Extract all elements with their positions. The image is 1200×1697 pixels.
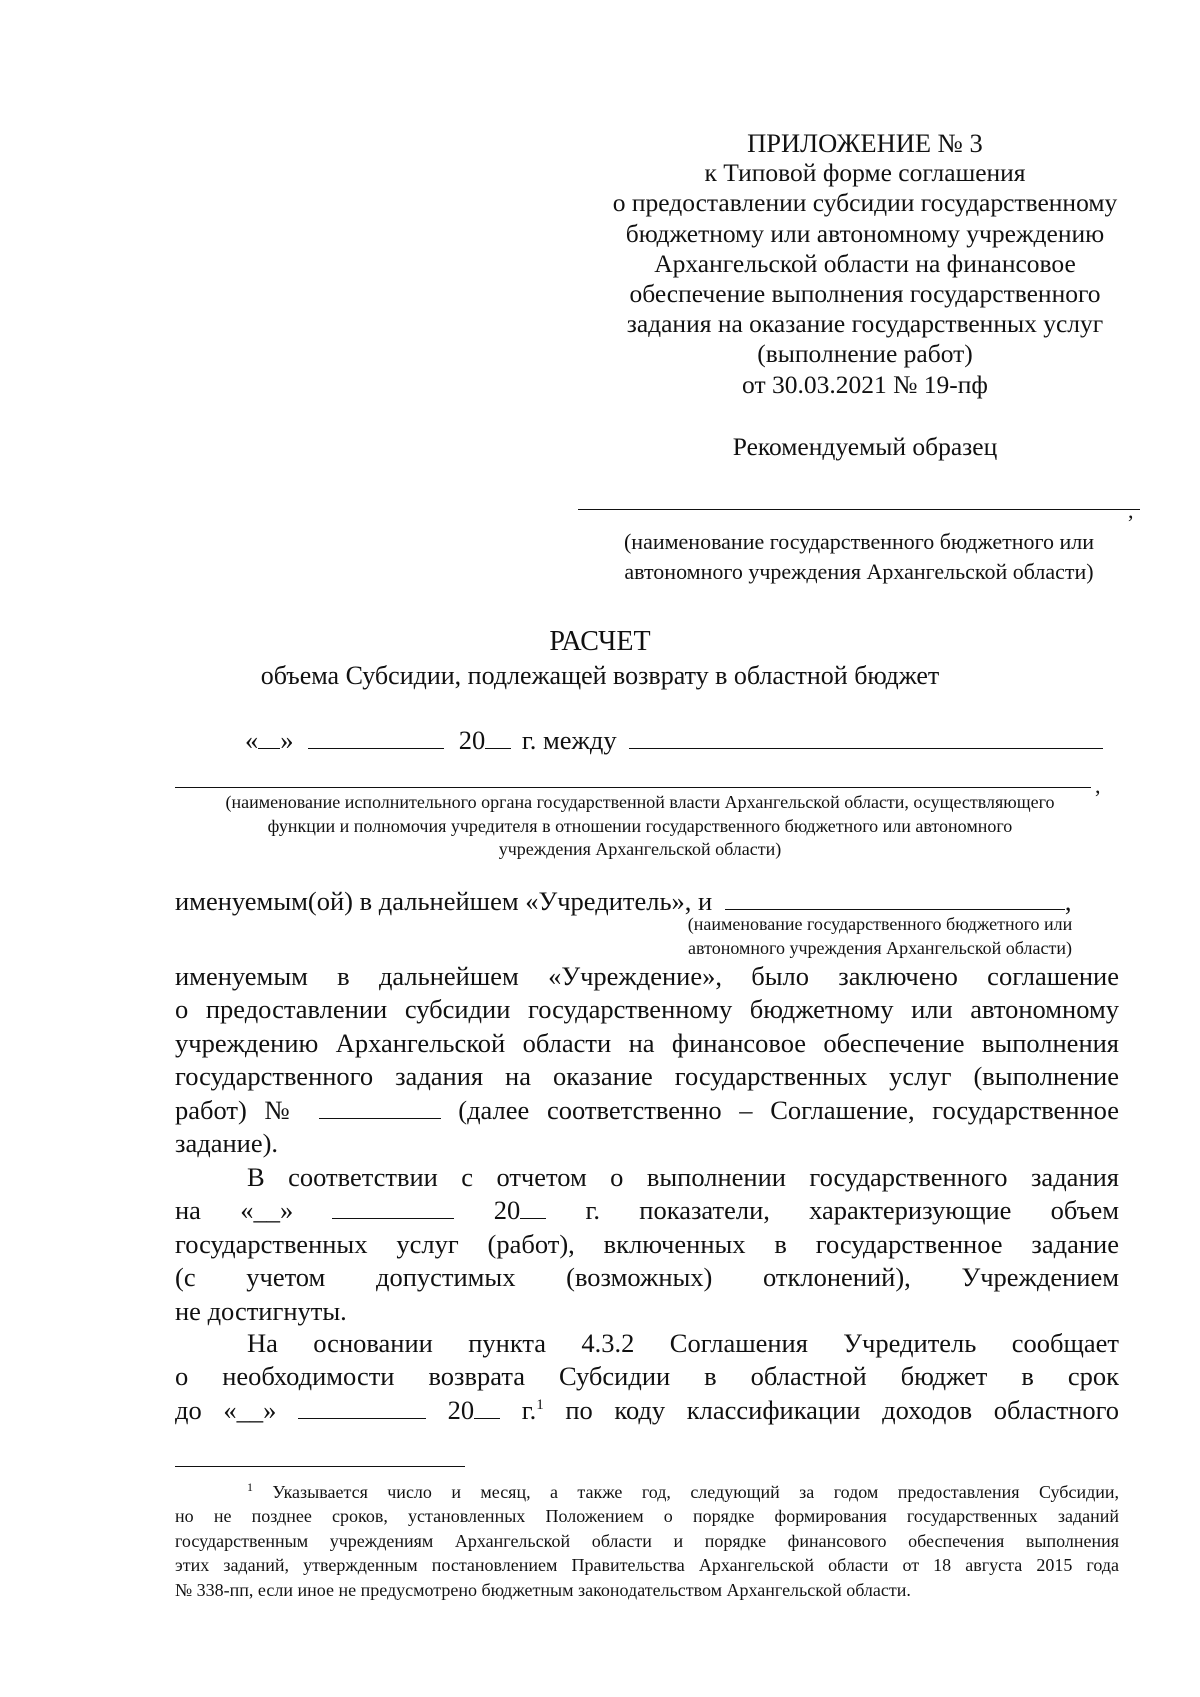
paragraph-line (175, 1094, 1119, 1127)
caption-line: учреждения Архангельской области) (498, 839, 782, 859)
footnote-line: № 338-пп, если иное не предусмотрено бюджетным законодательством Архангельской области. (175, 1579, 911, 1600)
appendix-line: Архангельской области на финансовое (654, 248, 1076, 278)
caption-line: автономного учреждения Архангельской области) (624, 559, 1094, 584)
appendix-header (585, 128, 1145, 400)
paragraph-line: государственного задания на оказание государственных услуг (выполнение (175, 1061, 1119, 1092)
caption-line: функции и полномочия учредителя в отношении государственного бюджетного или автономного (267, 815, 1013, 836)
year-group (448, 1395, 501, 1425)
year-group (494, 1195, 547, 1225)
caption-line: (наименование исполнительного органа государственной власти Архангельской области, осуществляющего (225, 792, 1055, 812)
caption-line: (наименование государственного бюджетного или (687, 914, 1073, 934)
appendix-date: от 30.03.2021 № 19-пф (742, 369, 988, 399)
report-paragraph (175, 1161, 1119, 1328)
agreement-paragraph (175, 960, 1119, 1160)
day-placeholder: до «__» (175, 1394, 277, 1425)
paragraph-line: именуемым в дальнейшем «Учреждение», было заключено соглашение (175, 961, 1119, 991)
month-blank (298, 1396, 426, 1419)
refund-paragraph (175, 1327, 1119, 1427)
institution-caption-2 (640, 913, 1120, 960)
paragraph-line (175, 1394, 1119, 1427)
appendix-line: к Типовой форме соглашения (704, 158, 1026, 188)
date-line (245, 725, 1103, 756)
appendix-line: задания на оказание государственных услуг (626, 309, 1104, 339)
founder-comma: , (1095, 773, 1101, 798)
paragraph-line: о необходимости возврата Субсидии в областной бюджет в срок (175, 1361, 1119, 1392)
paragraph-line (175, 1194, 1119, 1227)
institution-name-blank (578, 509, 1140, 510)
comma: , (1064, 886, 1072, 916)
appendix-line: обеспечение выполнения государственного (629, 279, 1101, 309)
appendix-line: (выполнение работ) (757, 339, 973, 369)
day-placeholder: «__» (240, 1195, 294, 1226)
footnote-marker: 1 (247, 1480, 253, 1494)
founder-designation-text: именуемым(ой) в дальнейшем «Учредитель», и (175, 886, 713, 916)
institution-caption (578, 527, 1140, 587)
appendix-title: ПРИЛОЖЕНИЕ № 3 (747, 128, 983, 158)
month-blank (332, 1196, 454, 1219)
paragraph-line: не достигнуты. (175, 1295, 347, 1326)
year-blank (485, 726, 511, 749)
paragraph-line: В соответствии с отчетом о выполнении государственного задания (247, 1162, 1119, 1192)
institution-blank (725, 887, 1065, 910)
footnote-line: но не позднее сроков, установленных Положением о порядке формирования государственных заданий (175, 1506, 1119, 1527)
footnote-text: Указывается число и месяц, а также год, следующий за годом предоставления Субсидии, (272, 1482, 1119, 1502)
year-prefix: 20 (493, 1195, 521, 1226)
footnote-line: государственным учреждениям Архангельской области и порядке финансового обеспечения выполнения (175, 1530, 1119, 1551)
year-blank (520, 1196, 546, 1219)
paragraph-text: на (175, 1195, 201, 1226)
paragraph-line: о предоставлении субсидии государственному бюджетному или автономному (175, 994, 1119, 1025)
institution-comma: , (1128, 498, 1134, 523)
footnote-separator (175, 1466, 465, 1467)
paragraph-line: задание). (175, 1128, 279, 1159)
year-suffix (522, 1395, 544, 1425)
paragraph-line: На основании пункта 4.3.2 Соглашения Учредитель сообщает (247, 1328, 1119, 1358)
document-title: РАСЧЕТ (549, 626, 651, 657)
paragraph-text: (далее соответственно – Соглашение, государственное (458, 1094, 1120, 1125)
quote-close: » (280, 725, 294, 755)
footnote (175, 1480, 1119, 1602)
founder-caption (160, 791, 1120, 862)
appendix-line: бюджетному или автономному учреждению (625, 218, 1105, 248)
paragraph-text: по коду классификации доходов областного (565, 1394, 1120, 1425)
between-label: г. между (521, 725, 617, 755)
paragraph-text: г. показатели, характеризующие объем (585, 1195, 1119, 1226)
caption-line: (наименование государственного бюджетного или (623, 529, 1095, 554)
appendix-line: о предоставлении субсидии государственному (612, 188, 1118, 218)
footnote-ref[interactable]: 1 (536, 1396, 544, 1413)
quote-open: « (245, 725, 259, 755)
paragraph-line: учреждению Архангельской области на финансовое обеспечение выполнения (175, 1027, 1119, 1058)
year-blank (474, 1396, 500, 1419)
month-blank (308, 726, 444, 749)
agreement-number-blank (319, 1096, 441, 1119)
recommended-sample-label: Рекомендуемый образец (732, 432, 998, 461)
document-subtitle: объема Субсидии, подлежащей возврату в областной бюджет (260, 661, 940, 690)
founder-name-blank-line (175, 787, 1091, 788)
footnote-line: этих заданий, утвержденным постановлением Правительства Архангельской области от 18 августа 2015 года (175, 1555, 1119, 1576)
caption-line: автономного учреждения Архангельской области) (688, 937, 1072, 958)
founder-name-blank (629, 726, 1103, 749)
footnote-line (175, 1480, 1119, 1504)
year-abbrev: г. (521, 1394, 537, 1425)
day-blank (258, 726, 280, 749)
paragraph-line: (с учетом допустимых (возможных) отклонений), Учреждением (175, 1262, 1119, 1293)
paragraph-line: государственных услуг (работ), включенных в государственное задание (175, 1228, 1119, 1259)
year-prefix: 20 (447, 1394, 475, 1425)
year-prefix: 20 (458, 725, 486, 755)
agreement-number-label: работ) № (175, 1094, 301, 1125)
